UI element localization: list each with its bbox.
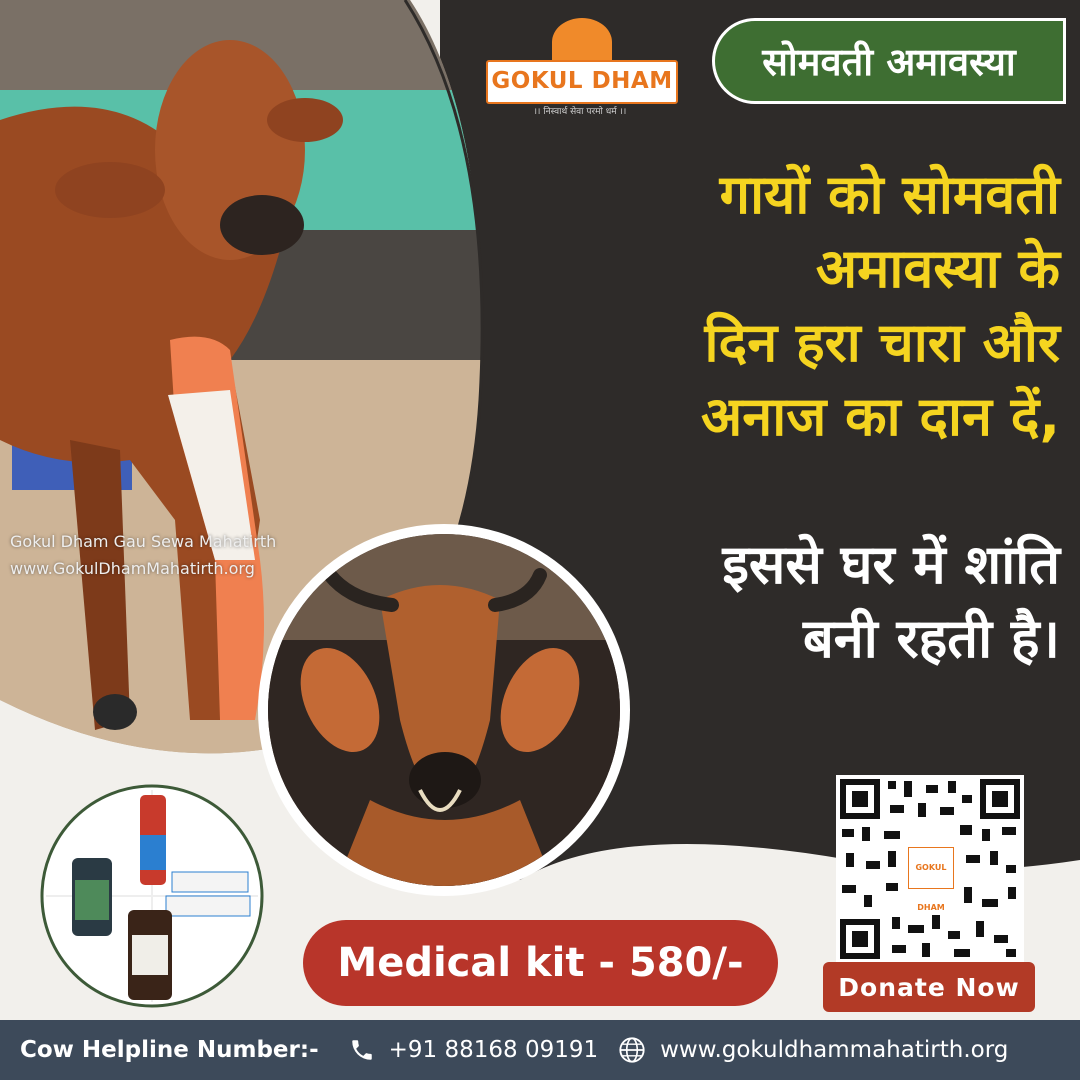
headline-white (560, 528, 1060, 676)
donate-now-label: Donate Now (838, 972, 1020, 1002)
footer-bar (0, 1020, 1080, 1080)
photo-watermark (10, 528, 276, 582)
occasion-badge (712, 18, 1066, 104)
watermark-org: Gokul Dham Gau Sewa Mahatirth (10, 532, 277, 551)
headline-line: गायों को सोमवती (719, 163, 1060, 226)
donation-qr-code[interactable] (836, 775, 1024, 963)
headline-line: बनी रहती है। (802, 607, 1060, 670)
headline-line: अमावस्या के (815, 237, 1060, 300)
gokul-dham-logo (482, 18, 678, 117)
qr-center-logo: GOKUL DHAM (908, 847, 954, 889)
medical-kit-label: Medical kit - 580/- (337, 940, 744, 986)
occasion-badge-label: सोमवती अमावस्या (762, 40, 1016, 84)
logo-tagline: ।। निस्वार्थ सेवा परमो धर्म ।। (533, 107, 627, 117)
cow-logo-icon (552, 18, 612, 66)
headline-yellow (560, 158, 1060, 454)
logo-box (486, 60, 678, 104)
headline-line: इससे घर में शांति (722, 533, 1060, 596)
phone-icon (349, 1037, 375, 1063)
headline-line: दिन हरा चारा और (704, 311, 1060, 374)
globe-icon (618, 1036, 646, 1064)
watermark-site: www.GokulDhamMahatirth.org (10, 559, 255, 578)
donate-now-button[interactable] (823, 962, 1035, 1012)
helpline-label: Cow Helpline Number:- (20, 1037, 319, 1063)
helpline-phone-link[interactable]: +91 88168 09191 (388, 1037, 599, 1063)
medicine-kit-photo (42, 786, 262, 1006)
medical-kit-button[interactable] (303, 920, 778, 1006)
logo-text: GOKUL DHAM (491, 68, 673, 94)
website-link[interactable]: www.gokuldhammahatirth.org (660, 1037, 1009, 1063)
headline-line: अनाज का दान दें, (701, 385, 1060, 448)
